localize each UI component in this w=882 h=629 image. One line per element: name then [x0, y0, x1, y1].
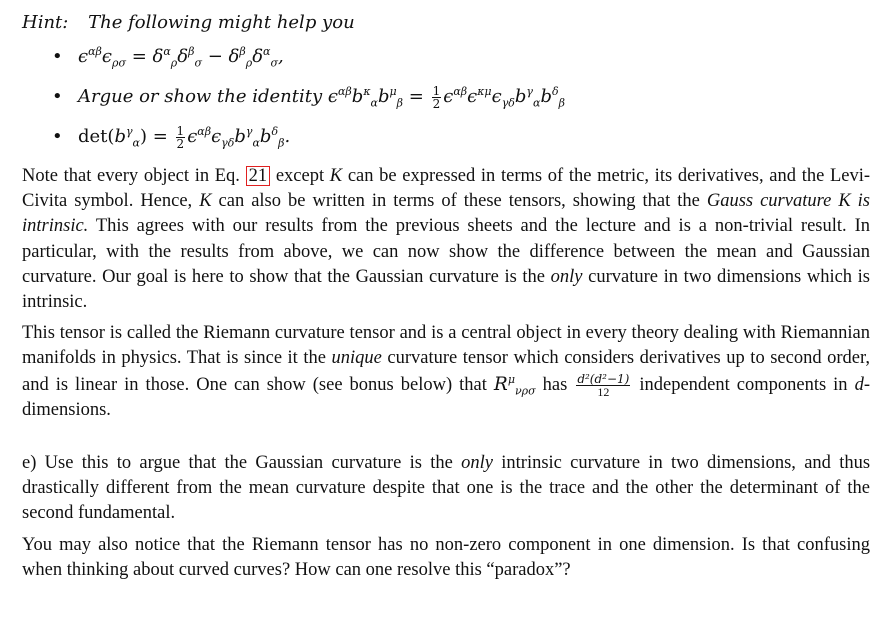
bullet-item-epsilon-identity — [52, 44, 870, 70]
exercise-part-e — [22, 451, 870, 527]
symbol-d: d — [854, 374, 864, 395]
hint-text: The following might help you — [88, 12, 355, 33]
symbol-k: K — [199, 191, 212, 212]
text-run: can also be written in terms of these tensors, showing that the — [218, 191, 700, 212]
symbol-k: K — [329, 166, 343, 186]
bullet-item-determinant — [52, 124, 870, 150]
document-page — [22, 10, 870, 589]
hint-label: Hint: — [22, 12, 69, 33]
text-run: This tensor is called the Riemann curvature tensor and is a central object in every theory dealing with Riemannian manifolds in physics. That is since it the — [22, 323, 870, 369]
bullet-prefix-text: Argue or show the identity — [78, 86, 323, 107]
text-run: intrinsic curvature in two dimensions, and thus drastically different from the mean curvature despite that one is the trace and the other the determinant of the second fundamental. — [22, 453, 871, 524]
formula-determinant: $\det(b^\gamma_\alpha)$ = $\frac{1}{2}$ $\epsilon^{\alpha\beta}\epsilon_{\gamma\delta}b^\gamma_\alpha b^\delta_\beta$. — [78, 123, 291, 151]
formula-identity: $\epsilon^{\alpha\beta}b^\kappa_\alpha b^\mu_\beta$ = $\frac{1}{2}$ $\epsilon^{\alpha\beta}\epsilon^{\kappa\mu}\epsilon_{\gamma\delta}b^\gamma_\alpha b^\delta_\beta$ — [327, 83, 565, 111]
bullet-dot-icon: • — [52, 46, 63, 67]
spacer — [22, 429, 870, 451]
bullet-item-argue-identity — [52, 84, 870, 110]
formula-epsilon-delta: $\epsilon^{\alpha\beta}\epsilon_{\rho\sigma} = \delta^\alpha_\rho\delta^\beta_\sigma - \delta^\beta_\rho\delta^\alpha_\sigma$, — [78, 45, 284, 70]
text-run: Note that every object in Eq. — [22, 166, 240, 186]
emphasis-only: only — [550, 266, 583, 287]
emphasis-only: only — [461, 453, 493, 474]
text-run: except — [275, 166, 325, 186]
text-run: has — [542, 374, 568, 395]
emphasis-gauss-intrinsic: Gauss curvature K is intrinsic. — [22, 191, 870, 237]
paragraph-riemann — [22, 321, 870, 423]
text-run: -dimensions. — [22, 374, 870, 420]
equation-reference-link[interactable]: 21 — [246, 166, 271, 186]
hint-bullet-list — [22, 44, 870, 150]
fraction-one-half: $\frac{1}{2}$ — [432, 83, 441, 111]
text-run: can be expressed in terms of the metric, its derivatives, and the Levi-Civita symbol. Hence, — [22, 166, 871, 212]
paragraph-intrinsic — [22, 164, 870, 315]
text-run: curvature tensor which considers derivatives up to second order, and is linear in those. One can show (see bonus below) that — [22, 348, 871, 395]
fraction-one-half: $\frac{1}{2}$ — [176, 123, 185, 151]
text-run: independent components in — [639, 374, 848, 395]
bullet-dot-icon: • — [52, 86, 63, 107]
bullet-dot-icon: • — [52, 126, 63, 147]
text-run: Use this to argue that the Gaussian curvature is the — [44, 453, 453, 474]
riemann-tensor-symbol: $R^\mu_{\nu\rho\sigma}$ — [493, 372, 536, 398]
text-run: You may also notice that the Riemann tensor has no non-zero component in one dimension. Is that confusing when thinking about curved curves? How can one resolve this “paradox”? — [22, 534, 870, 580]
emphasis-unique: unique — [331, 348, 382, 369]
hint-line — [22, 10, 870, 36]
part-e-label: e) — [22, 453, 37, 474]
text-run: curvature in two dimensions which is intrinsic. — [22, 266, 871, 313]
fraction-component-count: $\frac{\text{d²(d²−1)}}{12}$ — [577, 371, 630, 399]
text-run: This agrees with our results from the previous sheets and the lecture and is a non-trivial result. In particular, with the results from above, we can now show the difference between the mean and Gaussian curvature. Our goal is here to show that the Gaussian curvature is the — [22, 216, 870, 287]
paragraph-paradox — [22, 533, 870, 583]
